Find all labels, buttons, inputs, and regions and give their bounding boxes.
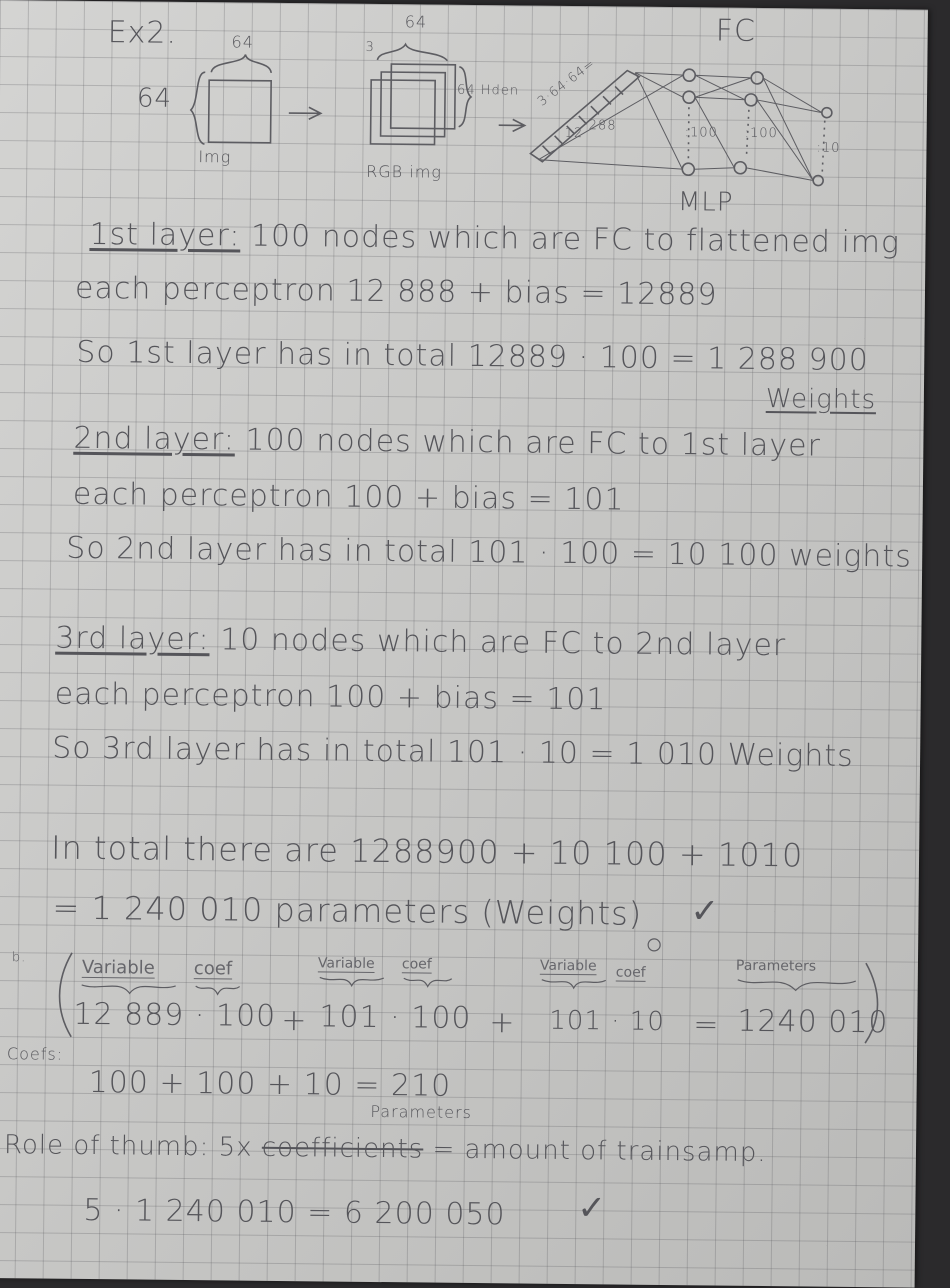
rgb-height-label: 64 Hden bbox=[457, 82, 520, 99]
mlp-label: MLP bbox=[677, 187, 734, 218]
layer1-title: 1st layer: bbox=[89, 216, 241, 254]
fc-label: FC bbox=[715, 13, 757, 49]
layer2-total: So 2nd layer has in total 101 · 100 = 10 100 weights bbox=[66, 530, 912, 575]
coef-brace-2 bbox=[404, 978, 452, 987]
layer1-perceptron: each perceptron 12 888 + bias = 12889 bbox=[74, 270, 718, 313]
rgb-depth-label: 3 bbox=[365, 39, 375, 55]
layer1-desc: 100 nodes which are FC to flattened img bbox=[250, 218, 901, 261]
final-calc: 5 · 1 240 010 = 6 200 050 bbox=[83, 1192, 506, 1233]
part-b-label: b. bbox=[11, 950, 27, 966]
layer1-unit: Weights bbox=[765, 384, 877, 416]
layer3-total: So 3rd layer has in total 101 · 10 = 1 010 Weights bbox=[51, 730, 854, 774]
var-brace-1 bbox=[82, 985, 176, 994]
equals: = bbox=[693, 1007, 720, 1043]
layer1-count-label: :100 bbox=[684, 125, 718, 141]
flatten-formula-label: 3·64·64= bbox=[535, 55, 599, 110]
coefs-label: Coefs: bbox=[6, 1044, 64, 1064]
check-mark-2: ✓ bbox=[577, 1188, 608, 1229]
coef-label-3: coef bbox=[615, 964, 646, 981]
input-img-label: Img bbox=[198, 147, 232, 167]
coef-sum: 100 + 100 + 10 = 210 bbox=[88, 1064, 452, 1104]
coef-label-2: coef bbox=[401, 956, 432, 973]
var-brace-2 bbox=[320, 977, 384, 986]
total-line-2: = 1 240 010 parameters (Weights) bbox=[52, 888, 643, 933]
layer3-count-label: :10 bbox=[816, 140, 841, 156]
rgb-width-label: 64 bbox=[404, 12, 428, 32]
rule-coefficients-struck: coefficients bbox=[261, 1132, 424, 1165]
coef-label-1: coef bbox=[193, 958, 233, 980]
var-label-2: Variable bbox=[317, 955, 375, 972]
check-mark-1: ✓ bbox=[690, 891, 721, 932]
param-label: Parameters bbox=[735, 957, 817, 975]
layer2-perceptron: each perceptron 100 + bias = 101 bbox=[72, 476, 625, 518]
input-width-label: 64 bbox=[231, 32, 255, 52]
left-paren bbox=[59, 953, 72, 1037]
small-circle-mark bbox=[648, 939, 660, 951]
layer2-title: 2nd layer: bbox=[73, 420, 236, 458]
plus-1: + bbox=[281, 1003, 308, 1039]
layer3-title: 3rd layer: bbox=[55, 620, 210, 658]
term-1: 12 889 · 100 bbox=[73, 996, 277, 1034]
parameters-over-label: Parameters bbox=[370, 1101, 473, 1123]
rgb-img-label: RGB img bbox=[366, 161, 443, 182]
rule-prefix: Role of thumb: 5x bbox=[3, 1130, 253, 1163]
layer3-desc: 10 nodes which are FC to 2nd layer bbox=[220, 622, 787, 664]
result: 1240 010 bbox=[737, 1003, 889, 1041]
layer1-total: So 1st layer has in total 12889 · 100 = 1 288 900 bbox=[76, 334, 869, 379]
coef-brace-1 bbox=[196, 986, 240, 994]
term-3: 101 · 10 bbox=[549, 1005, 666, 1038]
term-2: 101 · 100 bbox=[319, 999, 472, 1036]
layer2-desc: 100 nodes which are FC to 1st layer bbox=[245, 422, 822, 464]
input-height-label: 64 bbox=[136, 83, 173, 114]
flatten-small-2: 288 bbox=[588, 118, 617, 134]
plus-2: + bbox=[489, 1005, 516, 1041]
flatten-small-1: 12 bbox=[564, 125, 584, 142]
total-line-1: In total there are 1288900 + 10 100 + 1010 bbox=[50, 828, 804, 875]
exercise-label: Ex2. bbox=[107, 15, 178, 51]
param-brace bbox=[738, 980, 856, 991]
layer3-perceptron: each perceptron 100 + bias = 101 bbox=[54, 676, 607, 718]
var-brace-3 bbox=[542, 980, 606, 989]
layer2-count-label: :100 bbox=[744, 125, 778, 142]
var-label-1: Variable bbox=[81, 956, 155, 979]
var-label-3: Variable bbox=[539, 957, 597, 975]
rule-suffix: = amount of trainsamp. bbox=[432, 1134, 767, 1169]
